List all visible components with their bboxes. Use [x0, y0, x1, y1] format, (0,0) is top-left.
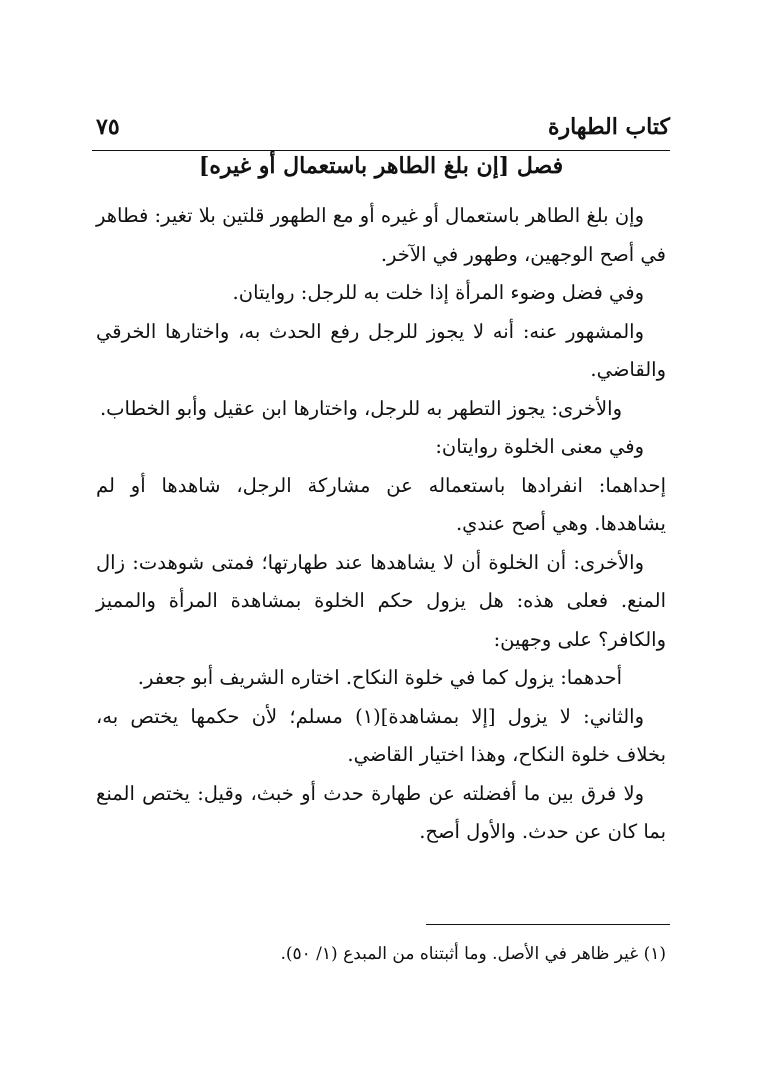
paragraph: إحداهما: انفرادها باستعماله عن مشاركة الرجل، شاهدها أو لم يشاهدها. وهي أصح عندي.	[96, 473, 666, 535]
body-text	[96, 197, 666, 852]
footnote-divider	[426, 924, 670, 925]
page-number: ٧٥	[96, 114, 120, 140]
footnote: (١) غير ظاهر في الأصل. وما أثبتناه من المبدع (١/ ٥٠).	[280, 944, 666, 964]
section-title: فصل [إن بلغ الطاهر باستعمال أو غيره]	[198, 153, 564, 179]
paragraph: وفي فضل وضوء المرأة إذا خلت به للرجل: روايتان.	[232, 281, 644, 304]
paragraph: وفي معنى الخلوة روايتان:	[435, 435, 644, 458]
paragraph: والأخرى: يجوز التطهر به للرجل، واختارها ابن عقيل وأبو الخطاب.	[99, 396, 622, 420]
paragraph: والمشهور عنه: أنه لا يجوز للرجل رفع الحدث به، واختارها الخرقي والقاضي.	[96, 319, 666, 381]
running-header	[92, 110, 670, 151]
paragraph: أحدهما: يزول كما في خلوة النكاح. اختاره الشريف أبو جعفر.	[137, 666, 622, 689]
header-title: كتاب الطهارة	[547, 114, 670, 140]
paragraph: والأخرى: أن الخلوة أن لا يشاهدها عند طهارتها؛ فمتى شوهدت: زال المنع. فعلى هذه: هل يزول حكم الخلوة بمشاهدة المرأة والمميز والكافر؟ على وجهين:	[96, 550, 666, 651]
paragraph: وإن بلغ الطاهر باستعمال أو غيره أو مع الطهور قلتين بلا تغير: فطاهر في أصح الوجهين، وطهور في الآخر.	[96, 204, 666, 266]
paragraph: والثاني: لا يزول [إلا بمشاهدة](١) مسلم؛ لأن حكمها يختص به، بخلاف خلوة النكاح، وهذا اختيار القاضي.	[96, 704, 666, 766]
paragraph: ولا فرق بين ما أفضلته عن طهارة حدث أو خبث، وقيل: يختص المنع بما كان عن حدث. والأول أصح.	[96, 781, 666, 843]
